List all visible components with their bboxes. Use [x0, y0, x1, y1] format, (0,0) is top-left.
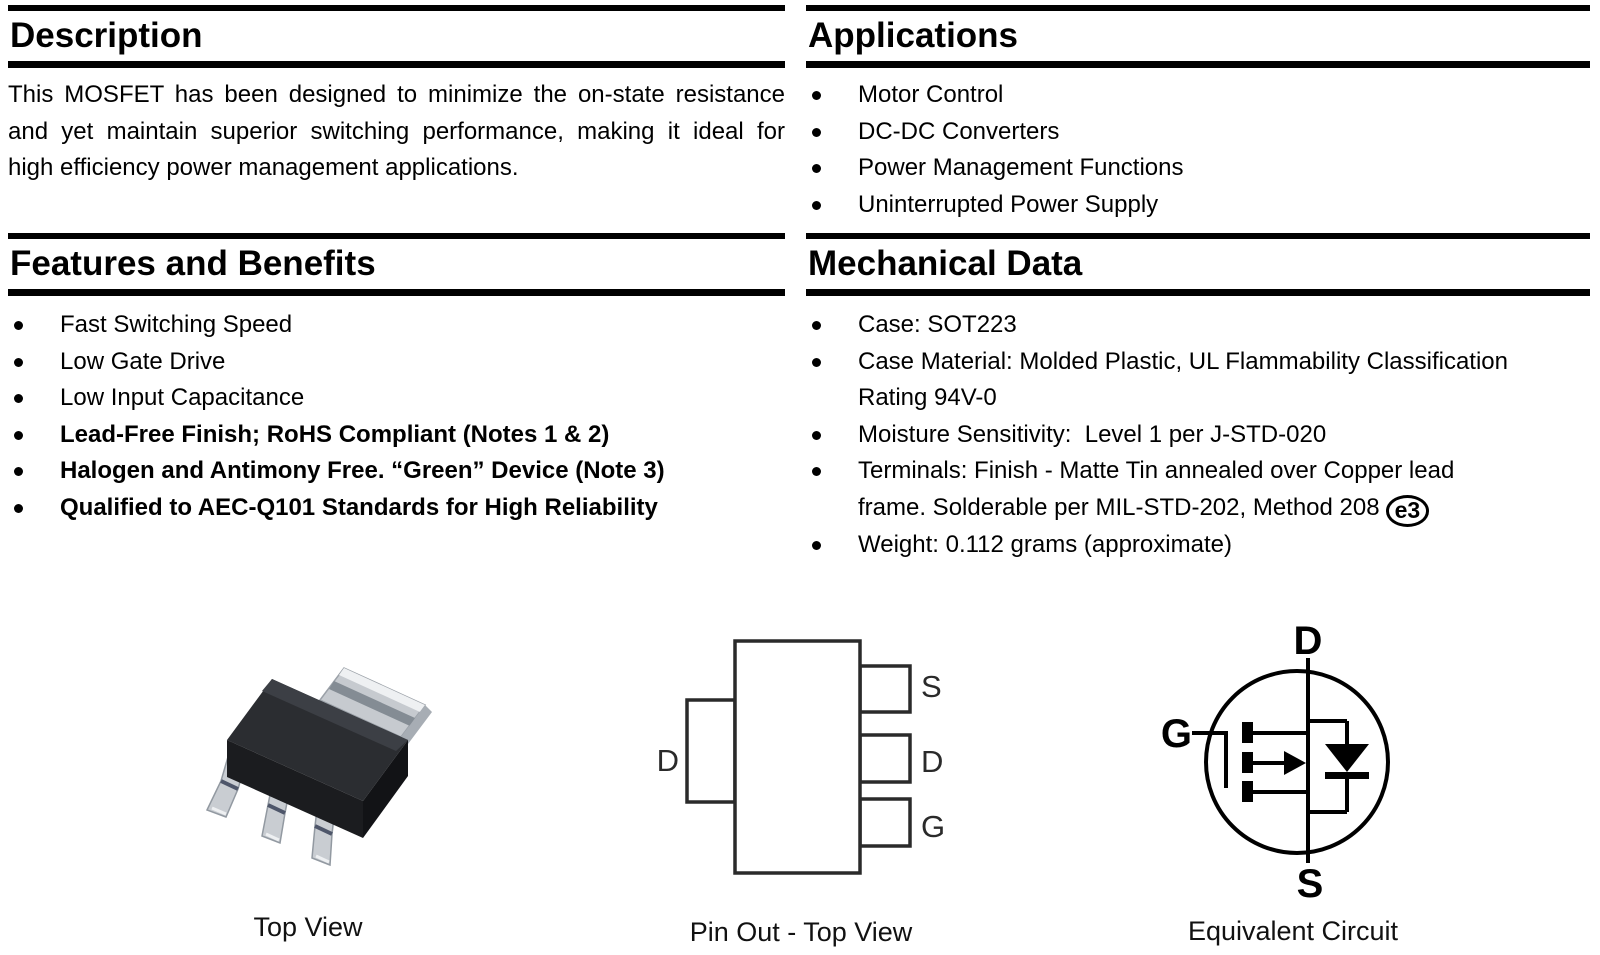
list-item: Case Material: Molded Plastic, UL Flammability Classification Rating 94V-0 [806, 344, 1590, 417]
bullet-icon [806, 527, 858, 550]
list-item: Moisture Sensitivity: Level 1 per J-STD-020 [806, 417, 1590, 454]
bullet-icon [806, 150, 858, 173]
description-line: This MOSFET has been designed to minimize the on-state resistance [8, 81, 785, 108]
list-item: Fast Switching Speed [8, 307, 785, 344]
list-item: Qualified to AEC-Q101 Standards for High Reliability [8, 490, 785, 527]
description-section [8, 5, 785, 187]
description-title: Description [10, 16, 203, 55]
pin-label-source: S [921, 669, 942, 704]
applications-title: Applications [808, 16, 1019, 55]
bullet-icon [806, 453, 858, 476]
equivalent-circuit-diagram [1090, 598, 1510, 955]
features-list [8, 307, 785, 526]
bullet-icon [806, 77, 858, 100]
pinout-left-tab [687, 700, 735, 802]
bullet-icon [806, 344, 858, 367]
section-bottom-rule [8, 61, 785, 68]
description-line: and yet maintain superior switching performance, making it ideal for [8, 117, 785, 145]
list-item [806, 453, 1590, 527]
section-bottom-rule [806, 289, 1590, 296]
bullet-icon [806, 114, 858, 137]
list-item: Low Gate Drive [8, 344, 785, 381]
bullet-icon [8, 417, 60, 440]
bullet-icon [806, 187, 858, 210]
list-item: Halogen and Antimony Free. “Green” Device (Note 3) [8, 453, 785, 490]
section-top-rule [806, 233, 1590, 239]
pinout-caption: Pin Out - Top View [689, 917, 913, 947]
list-item: Weight: 0.112 grams (approximate) [806, 527, 1590, 564]
bullet-icon [8, 490, 60, 513]
e3-lead-free-icon: e3 [1386, 495, 1430, 527]
circuit-label-gate: G [1160, 712, 1192, 756]
pinout-tab-drain [860, 735, 910, 782]
channel-bars [1242, 722, 1253, 802]
list-item: DC-DC Converters [806, 114, 1590, 151]
mechanical-section [806, 233, 1590, 563]
list-item: Power Management Functions [806, 150, 1590, 187]
body-arrow-icon [1284, 751, 1306, 775]
section-bottom-rule [806, 61, 1590, 68]
section-top-rule [806, 5, 1590, 11]
circuit-label-drain: D [1293, 619, 1323, 663]
list-item: Case: SOT223 [806, 307, 1590, 344]
package-photo [165, 615, 465, 950]
circuit-caption: Equivalent Circuit [1187, 916, 1399, 946]
terminals-text: Terminals: Finish - Matte Tin annealed over Copper lead frame. Solderable per MIL-STD-202, Method 208 [858, 457, 1461, 521]
bullet-icon [8, 453, 60, 476]
pinout-diagram [600, 600, 1000, 955]
bullet-icon [8, 344, 60, 367]
pin-label-drain-tab: D [656, 743, 679, 778]
pin-label-drain: D [921, 744, 944, 779]
list-item: Low Input Capacitance [8, 380, 785, 417]
list-item: Lead-Free Finish; RoHS Compliant (Notes 1 & 2) [8, 417, 785, 454]
list-item: Motor Control [806, 77, 1590, 114]
pinout-tab-source [860, 666, 910, 712]
features-section [8, 233, 785, 526]
bullet-icon [806, 417, 858, 440]
body-diode [1308, 721, 1369, 812]
section-top-rule [8, 233, 785, 239]
list-item: Uninterrupted Power Supply [806, 187, 1590, 224]
pinout-tab-gate [860, 799, 910, 846]
bullet-icon [806, 307, 858, 330]
bullet-icon [8, 380, 60, 403]
description-line: high efficiency power management applications. [8, 154, 519, 181]
bullet-icon [8, 307, 60, 330]
section-top-rule [8, 5, 785, 11]
package-caption: Top View [253, 912, 363, 942]
pin-label-gate: G [921, 809, 946, 844]
applications-section [806, 5, 1590, 223]
mechanical-title: Mechanical Data [808, 244, 1083, 283]
mechanical-list [806, 307, 1590, 563]
circuit-label-source: S [1296, 862, 1324, 906]
pinout-body [735, 641, 860, 873]
description-paragraph [8, 77, 785, 187]
features-title: Features and Benefits [10, 244, 376, 283]
section-bottom-rule [8, 289, 785, 296]
applications-list [806, 77, 1590, 223]
